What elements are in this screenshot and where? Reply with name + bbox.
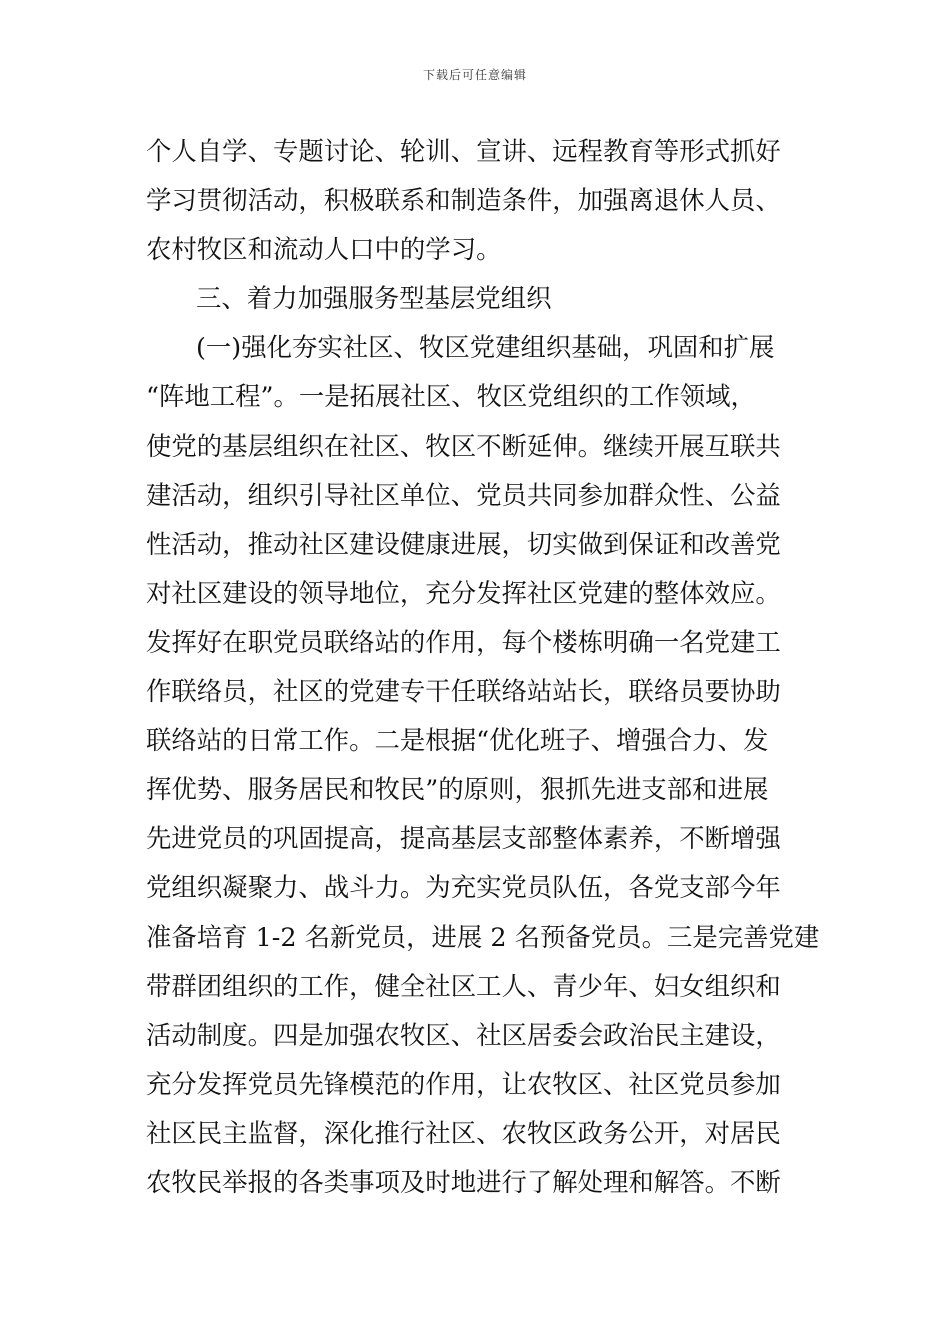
body-line: 带群团组织的工作，健全社区工人、青少年、妇女组织和	[146, 970, 781, 1001]
body-line: 党组织凝聚力、战斗力。为充实党员队伍，各党支部今年	[146, 872, 781, 903]
body-line: 先进党员的巩固提高，提高基层支部整体素养，不断增强	[146, 823, 781, 854]
body-line: 建活动，组织引导社区单位、党员共同参加群众性、公益	[146, 479, 781, 510]
body-line: 充分发挥党员先锋模范的作用，让农牧区、社区党员参加	[146, 1068, 781, 1099]
body-line: 发挥好在职党员联络站的作用，每个楼栋明确一名党建工	[146, 626, 781, 657]
subsection-heading-line: (一)强化夯实社区、牧区党建组织基础，巩固和扩展	[196, 332, 775, 363]
body-line: 挥优势、服务居民和牧民”的原则，狠抓先进支部和进展	[146, 774, 769, 805]
body-line: 农村牧区和流动人口中的学习。	[146, 234, 502, 265]
section-heading: 三、着力加强服务型基层党组织	[196, 283, 552, 314]
body-line: 学习贯彻活动，积极联系和制造条件，加强离退休人员、	[146, 185, 781, 216]
body-line: 对社区建设的领导地位，充分发挥社区党建的整体效应。	[146, 577, 781, 608]
body-line: 准备培育 1-2 名新党员，进展 2 名预备党员。三是完善党建	[146, 921, 820, 952]
body-line: “阵地工程”。一是拓展社区、牧区党组织的工作领域，	[146, 381, 756, 412]
header-note: 下载后可任意编辑	[422, 68, 527, 82]
body-line: 社区民主监督，深化推行社区、农牧区政务公开，对居民	[146, 1117, 781, 1148]
body-line: 作联络员，社区的党建专干任联络站站长，联络员要协助	[146, 676, 781, 707]
document-body	[146, 127, 820, 1207]
body-line: 联络站的日常工作。二是根据“优化班子、增强合力、发	[146, 725, 769, 756]
body-line: 农牧民举报的各类事项及时地进行了解处理和解答。不断	[146, 1166, 781, 1197]
body-line: 活动制度。四是加强农牧区、社区居委会政治民主建设，	[146, 1019, 781, 1050]
body-line: 个人自学、专题讨论、轮训、宣讲、远程教育等形式抓好	[146, 136, 781, 166]
body-line: 性活动，推动社区建设健康进展，切实做到保证和改善党	[146, 528, 781, 559]
body-line: 使党的基层组织在社区、牧区不断延伸。继续开展互联共	[146, 430, 781, 461]
